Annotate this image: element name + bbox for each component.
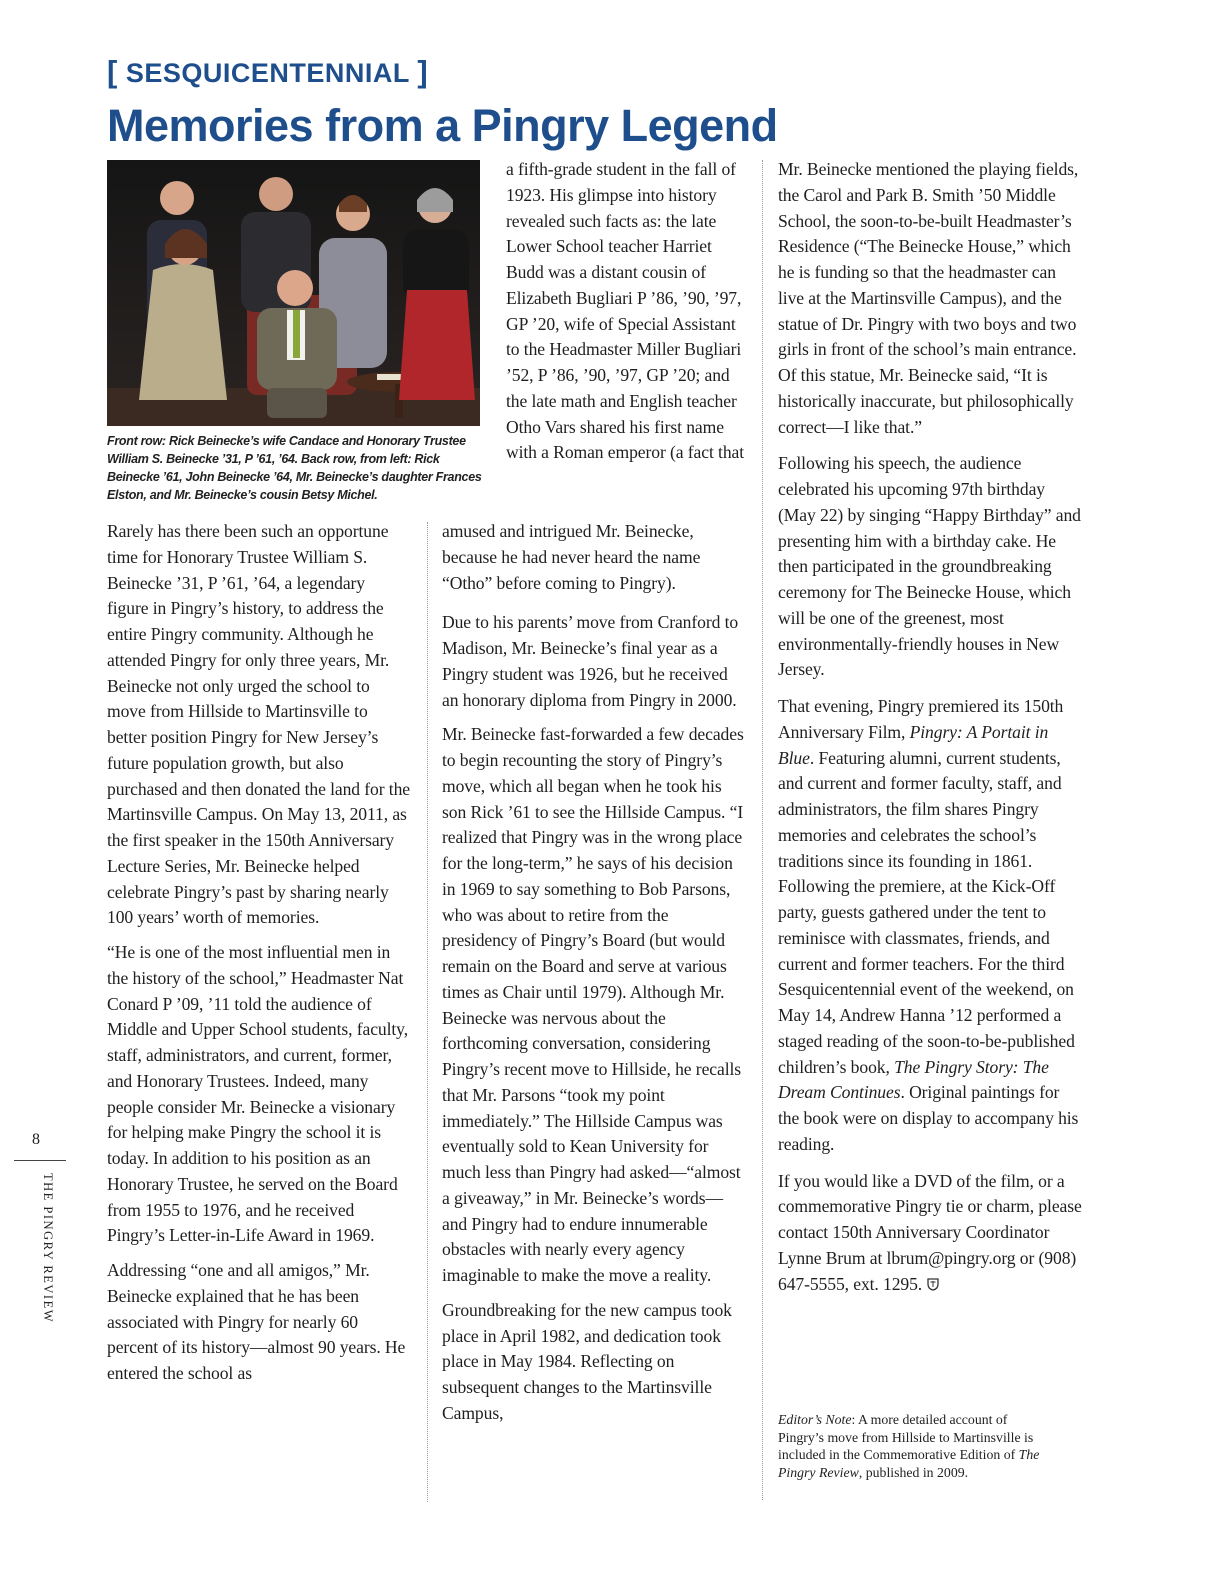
film-title: Pingry: A Portait in Blue bbox=[778, 721, 1049, 768]
pingry-crest-icon bbox=[926, 1277, 940, 1291]
paragraph: Addressing “one and all amigos,” Mr. Beinecke explained that he has been associated with Pingry for nearly 60 percent of its history—almost 90 years. He entered the school as bbox=[107, 1260, 406, 1383]
text-run: . Original paintings for the book were on display to accompany his reading. bbox=[778, 1082, 1079, 1154]
text-run: That evening, Pingry premiered its 150th Anniversary Film, bbox=[778, 696, 1064, 742]
paragraph: amused and intrigued Mr. Beinecke, because he had never heard the name “Otho” before coming to Pingry). bbox=[442, 521, 701, 593]
paragraph: Mr. Beinecke mentioned the playing fields, the Carol and Park B. Smith ’50 Middle School, the soon-to-be-built Headmaster’s Residence (“The Beinecke House,” which he is funding so that the headmaster can live at the Martinsville Campus), and the statue of Dr. Pingry with two boys and two girls in front of the school’s main entrance. Of this statue, Mr. Beinecke said, “It is historically inaccurate, but philosophically correct—I like that.” bbox=[778, 159, 1079, 437]
paragraph: “He is one of the most influential men in the history of the school,” Headmaster Nat Conard P ’09, ’11 told the audience of Middle and Upper School students, faculty, staff, administrators, and current, former, and Honorary Trustees. Indeed, many people consider Mr. Beinecke a visionary for helping make Pingry the school it is today. In addition to his position as an Honorary Trustee, he served on the Board from 1955 to 1976, and he received Pingry’s Letter-in-Life Award in 1969. bbox=[107, 942, 409, 1246]
article-column-2 bbox=[442, 519, 747, 1436]
page-number: 8 bbox=[32, 1131, 40, 1148]
article-column-2-top bbox=[506, 157, 751, 466]
paragraph-film-premiere bbox=[778, 694, 1083, 1158]
text-run: . Featuring alumni, current students, and current and former faculty, staff, and administrators, the film shares Pingry memories and celebrates the school’s traditions since its founding in 1861. Following the premiere, at the Kick-Off party, guests gathered under the tent to reminisce with classmates, friends, and current and former teachers. For the third Sesquicentennial event of the weekend, on May 14, Andrew Hanna ’12 performed a staged reading of the soon-to-be-published children’s book, bbox=[778, 747, 1075, 1077]
article-column-1 bbox=[107, 519, 410, 1396]
group-photo bbox=[107, 160, 480, 426]
paragraph: Groundbreaking for the new campus took place in April 1982, and dedication took place in May 1984. Reflecting on subsequent changes to the Martinsville Campus, bbox=[442, 1299, 732, 1423]
column-2-top-paragraph: a fifth-grade student in the fall of 1923. His glimpse into history revealed such facts as: the late Lower School teacher Harriet Budd was a distant cousin of Elizabeth Bugliari P ’86, ’90, ’97, GP ’20, wife of Special Assistant to the Headmaster Miller Bugliari ’52, P ’86, ’90, ’97, GP ’20; and the late math and English teacher Otho Vars shared his first name with a Roman emperor (a fact that bbox=[506, 159, 745, 463]
contact-text: If you would like a DVD of the film, or a commemorative Pingry tie or charm, please contact 150th Anniversary Coordinator Lynne Brum at lbrum@pingry.org or (908) 647-5555, ext. 1295. bbox=[778, 1170, 1082, 1294]
footer-divider bbox=[14, 1160, 66, 1161]
publication-title: The Pingry Review bbox=[778, 1447, 1040, 1480]
page-title: Memories from a Pingry Legend bbox=[107, 100, 778, 151]
article-column-3 bbox=[778, 157, 1083, 1308]
paragraph: Due to his parents’ move from Cranford to Madison, Mr. Beinecke’s final year as a Pingry student was 1926, but he received an honorary diploma from Pingry in 2000. bbox=[442, 612, 739, 710]
kicker-close-bracket: ] bbox=[417, 54, 429, 89]
paragraph: Following his speech, the audience celebrated his upcoming 97th birthday (May 22) by singing “Happy Birthday” and presenting him with a birthday cake. He then participated in the groundbreaking ceremony for The Beinecke House, which will be one of the greenest, most environmentally-friendly houses in New Jersey. bbox=[778, 453, 1081, 680]
paragraph: Mr. Beinecke fast-forwarded a few decades to begin recounting the story of Pingry’s move, which all began when he took his son Rick ’61 to see the Hillside Campus. “I realized that Pingry was in the wrong place for the long-term,” he says of his decision in 1969 to say something to Bob Parsons, who was about to retire from the presidency of Pingry’s Board (but would remain on the Board and serve at various times as Chair until 1979). Although Mr. Beinecke was nervous about the forthcoming conversation, considering Pingry’s recent move to Hillside, he recalls that Mr. Parsons “took my point immediately.” The Hillside Campus was eventually sold to Kean University for much less than Pingry had asked—“almost a giveaway,” in Mr. Beinecke’s words—and Pingry had to endure innumerable obstacles with nearly every agency imaginable to make the move a reality. bbox=[442, 724, 744, 1285]
paragraph-contact bbox=[778, 1169, 1083, 1298]
column-divider bbox=[762, 160, 763, 1500]
photo-caption: Front row: Rick Beinecke’s wife Candace and Honorary Trustee William S. Beinecke ’31, P ’61, ’64. Back row, from left: Rick Beinecke ’61, John Beinecke ’64, Mr. Beinecke’s daughter Frances Elston, and Mr. Beinecke’s cousin Betsy Michel. bbox=[107, 434, 482, 502]
text-run: : A more detailed account of Pingry’s move from Hillside to Martinsville is included in the Commemorative Edition of bbox=[778, 1412, 1034, 1462]
editors-note-label: Editor’s Note bbox=[778, 1412, 852, 1427]
book-title: The Pingry Story: The Dream Continues bbox=[778, 1056, 1049, 1103]
editors-note bbox=[778, 1411, 1048, 1481]
running-title: THE PINGRY REVIEW bbox=[41, 1173, 55, 1324]
section-kicker bbox=[107, 54, 428, 90]
text-run: , published in 2009. bbox=[858, 1464, 969, 1480]
paragraph: Rarely has there been such an opportune time for Honorary Trustee William S. Beinecke ’31, P ’61, ’64, a legendary figure in Pingry’s history, to address the entire Pingry community. Although he attended Pingry for only three years, Mr. Beinecke not only urged the school to move from Hillside to Martinsville to better position Pingry for New Jersey’s future population growth, but also purchased and then donated the land for the Martinsville Campus. On May 13, 2011, as the first speaker in the 150th Anniversary Lecture Series, Mr. Beinecke helped celebrate Pingry’s past by sharing nearly 100 years’ worth of memories. bbox=[107, 521, 410, 928]
kicker-open-bracket: [ bbox=[107, 54, 118, 89]
kicker-label: SESQUICENTENNIAL bbox=[125, 58, 410, 88]
column-divider bbox=[427, 522, 428, 1502]
group-photo-illustration bbox=[107, 160, 480, 426]
